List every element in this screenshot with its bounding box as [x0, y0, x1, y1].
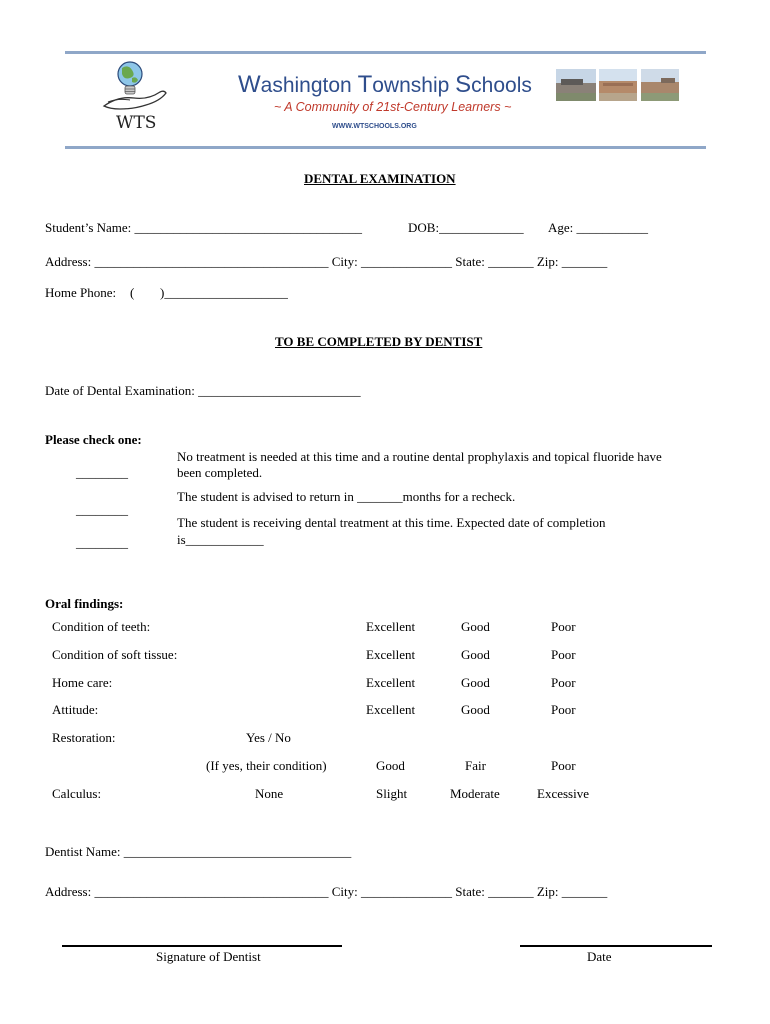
exam-date-row [45, 383, 361, 399]
student-name-row [45, 220, 362, 236]
check-one-heading: Please check one: [45, 432, 142, 447]
dentist-address-field[interactable]: ____________________________________ [94, 884, 329, 899]
dentist-name-label: Dentist Name: [45, 844, 121, 859]
dob-field[interactable]: _____________ [439, 220, 524, 235]
signature-line[interactable] [62, 945, 342, 947]
zip-label: Zip: [536, 254, 559, 269]
teeth-poor[interactable]: Poor [551, 619, 576, 634]
calculus-excessive[interactable]: Excessive [537, 786, 589, 801]
zip-field[interactable]: _______ [561, 254, 608, 269]
school-name-ownship: ownship [372, 74, 456, 97]
option-1-line-1: No treatment is needed at this time and a routine dental prophylaxis and topical fluoride have [177, 449, 662, 464]
calculus-moderate[interactable]: Moderate [450, 786, 500, 801]
date-line[interactable] [520, 945, 712, 947]
state-field[interactable]: _______ [488, 254, 534, 269]
dentist-address-row [45, 884, 607, 900]
student-name-field[interactable]: ___________________________________ [134, 220, 363, 235]
home-care-poor[interactable]: Poor [551, 675, 576, 690]
school-name-ashington: ashington [260, 74, 358, 97]
school-name [238, 71, 532, 99]
school-name-w: W [238, 71, 261, 98]
calculus-slight[interactable]: Slight [376, 786, 408, 801]
state-label: State: [455, 254, 485, 269]
exam-date-field[interactable]: _________________________ [198, 383, 361, 398]
globe-bulb-icon [118, 62, 142, 94]
school-name-chools: chools [471, 74, 532, 97]
soft-tissue-poor[interactable]: Poor [551, 647, 576, 662]
wts-logo [98, 58, 178, 136]
option-1-line-2: been completed. [177, 465, 263, 480]
age-label: Age: [548, 220, 574, 235]
finding-label-attitude: Attitude: [52, 702, 99, 717]
school-name-s: S [455, 71, 472, 98]
dentist-name-field[interactable]: ___________________________________ [123, 844, 352, 859]
restoration-yes-no[interactable]: Yes / No [246, 730, 291, 745]
calculus-none[interactable]: None [255, 786, 284, 801]
restoration-poor[interactable]: Poor [551, 758, 576, 773]
school-tagline: ~ A Community of 21st-Century Learners ~ [274, 100, 512, 114]
signature-label: Signature of Dentist [156, 949, 261, 964]
dentist-state-field[interactable]: _______ [488, 884, 534, 899]
school-photo-1 [556, 69, 596, 101]
home-phone-open-paren: ( [130, 285, 135, 300]
dentist-zip-field[interactable]: _______ [561, 884, 608, 899]
city-field[interactable]: ______________ [360, 254, 452, 269]
student-name-label: Student’s Name: [45, 220, 132, 235]
age-row [548, 220, 648, 236]
option-3-line-1: The student is receiving dental treatment at this time. Expected date of completion [177, 515, 606, 530]
finding-label-soft-tissue: Condition of soft tissue: [52, 647, 178, 662]
restoration-fair[interactable]: Fair [465, 758, 486, 773]
restoration-condition-note: (If yes, their condition) [206, 758, 327, 773]
finding-label-home-care: Home care: [52, 675, 113, 690]
city-label: City: [331, 254, 358, 269]
age-field[interactable]: ___________ [576, 220, 649, 235]
header-rule-top [65, 51, 706, 54]
soft-tissue-good[interactable]: Good [461, 647, 490, 662]
check-blank-1[interactable]: ________ [76, 465, 128, 480]
dentist-state-label: State: [455, 884, 485, 899]
option-2-line-1: The student is advised to return in _______months for a recheck. [177, 489, 516, 504]
finding-label-calculus: Calculus: [52, 786, 102, 801]
soft-tissue-excellent[interactable]: Excellent [366, 647, 416, 662]
finding-label-restoration: Restoration: [52, 730, 116, 745]
address-label: Address: [45, 254, 92, 269]
school-photo-3 [641, 69, 679, 101]
dob-row [408, 220, 524, 236]
attitude-good[interactable]: Good [461, 702, 490, 717]
school-name-t: T [357, 71, 373, 98]
dentist-name-row [45, 844, 351, 860]
school-website: WWW.WTSCHOOLS.ORG [332, 123, 417, 130]
teeth-good[interactable]: Good [461, 619, 490, 634]
school-photo-2 [599, 69, 637, 101]
header-rule-bottom [65, 146, 706, 149]
home-care-excellent[interactable]: Excellent [366, 675, 416, 690]
address-field[interactable]: ____________________________________ [94, 254, 329, 269]
dentist-zip-label: Zip: [536, 884, 559, 899]
dentist-city-label: City: [331, 884, 358, 899]
logo-text: WTS [116, 113, 157, 133]
finding-label-teeth: Condition of teeth: [52, 619, 151, 634]
oral-findings-heading: Oral findings: [45, 596, 124, 611]
check-blank-3[interactable]: ________ [76, 535, 128, 550]
student-address-row [45, 254, 607, 270]
teeth-excellent[interactable]: Excellent [366, 619, 416, 634]
check-blank-2[interactable]: ________ [76, 502, 128, 517]
dentist-section-heading: TO BE COMPLETED BY DENTIST [275, 334, 483, 349]
date-label: Date [587, 949, 612, 964]
restoration-good[interactable]: Good [376, 758, 405, 773]
home-phone-label: Home Phone: [45, 285, 117, 300]
hand-icon [104, 91, 166, 109]
dentist-city-field[interactable]: ______________ [360, 884, 452, 899]
home-care-good[interactable]: Good [461, 675, 490, 690]
dentist-address-label: Address: [45, 884, 92, 899]
attitude-poor[interactable]: Poor [551, 702, 576, 717]
attitude-excellent[interactable]: Excellent [366, 702, 416, 717]
home-phone-field[interactable]: )___________________ [160, 285, 288, 300]
option-3-line-2[interactable]: is____________ [177, 532, 264, 547]
page-title: DENTAL EXAMINATION [304, 171, 456, 186]
dob-label: DOB: [408, 220, 440, 235]
exam-date-label: Date of Dental Examination: [45, 383, 195, 398]
